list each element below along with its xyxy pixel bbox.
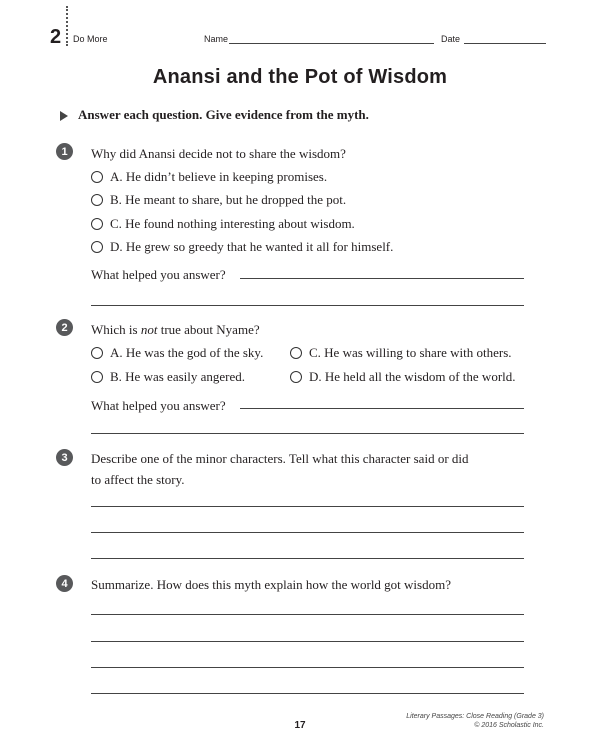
question-text-line: Describe one of the minor characters. Tell what this character said or did	[91, 451, 469, 466]
option-label: C. He found nothing interesting about wisdom.	[110, 216, 355, 231]
credit-line	[406, 712, 544, 730]
answer-line[interactable]	[240, 278, 524, 279]
radio-circle-icon[interactable]	[91, 241, 103, 253]
radio-circle-icon[interactable]	[290, 371, 302, 383]
option-1a[interactable]	[91, 169, 327, 185]
level-number: 2	[50, 26, 62, 48]
question-text-part: Which is	[91, 322, 141, 337]
question-text: Why did Anansi decide not to share the wisdom?	[91, 146, 346, 161]
name-label: Name	[204, 34, 229, 44]
helped-label: What helped you answer?	[91, 267, 226, 282]
question-number-badge: 1	[56, 143, 73, 160]
option-2c[interactable]	[290, 345, 512, 361]
level-divider-dots	[66, 6, 68, 46]
question-text	[91, 448, 469, 490]
credit-title: Literary Passages: Close Reading (Grade 3)	[406, 713, 544, 720]
option-1d[interactable]	[91, 239, 393, 255]
play-arrow-icon	[60, 111, 68, 121]
question-number-badge: 4	[56, 575, 73, 592]
date-label: Date	[441, 34, 461, 44]
answer-line[interactable]	[91, 305, 524, 306]
radio-circle-icon[interactable]	[290, 347, 302, 359]
instructions: Answer each question. Give evidence from the myth.	[78, 107, 369, 122]
answer-line[interactable]	[91, 433, 524, 434]
option-label: A. He didn’t believe in keeping promises.	[110, 169, 328, 184]
option-1b[interactable]	[91, 192, 346, 208]
option-2d[interactable]	[290, 369, 516, 385]
option-label: A. He was the god of the sky.	[110, 345, 264, 360]
radio-circle-icon[interactable]	[91, 194, 103, 206]
question-text-emphasis: not	[140, 322, 158, 337]
copyright: © 2016 Scholastic Inc.	[474, 722, 544, 729]
answer-line[interactable]	[91, 532, 524, 533]
date-line	[464, 43, 546, 44]
question-text: Summarize. How does this myth explain how the world got wisdom?	[91, 577, 451, 592]
option-label: C. He was willing to share with others.	[309, 345, 512, 360]
page-title: Anansi and the Pot of Wisdom	[152, 66, 448, 88]
answer-line[interactable]	[91, 641, 524, 642]
radio-circle-icon[interactable]	[91, 371, 103, 383]
answer-line[interactable]	[91, 693, 524, 694]
question-text-line: to affect the story.	[91, 472, 185, 487]
option-label: B. He meant to share, but he dropped the pot.	[110, 192, 347, 207]
answer-line[interactable]	[91, 667, 524, 668]
question-number-badge: 3	[56, 449, 73, 466]
page-number: 17	[294, 720, 306, 731]
answer-line[interactable]	[91, 614, 524, 615]
radio-circle-icon[interactable]	[91, 347, 103, 359]
option-1c[interactable]	[91, 216, 355, 232]
answer-line[interactable]	[91, 506, 524, 507]
helped-label: What helped you answer?	[91, 398, 226, 413]
radio-circle-icon[interactable]	[91, 218, 103, 230]
name-line	[229, 43, 434, 44]
question-number-badge: 2	[56, 319, 73, 336]
option-2b[interactable]	[91, 369, 245, 385]
option-label: D. He held all the wisdom of the world.	[309, 369, 516, 384]
question-text	[91, 319, 260, 340]
option-label: D. He grew so greedy that he wanted it all for himself.	[110, 239, 394, 254]
option-2a[interactable]	[91, 345, 263, 361]
level-label: Do More	[73, 34, 108, 44]
answer-line[interactable]	[91, 558, 524, 559]
option-label: B. He was easily angered.	[110, 369, 246, 384]
answer-line[interactable]	[240, 408, 524, 409]
radio-circle-icon[interactable]	[91, 171, 103, 183]
question-text-part: true about Nyame?	[157, 322, 260, 337]
